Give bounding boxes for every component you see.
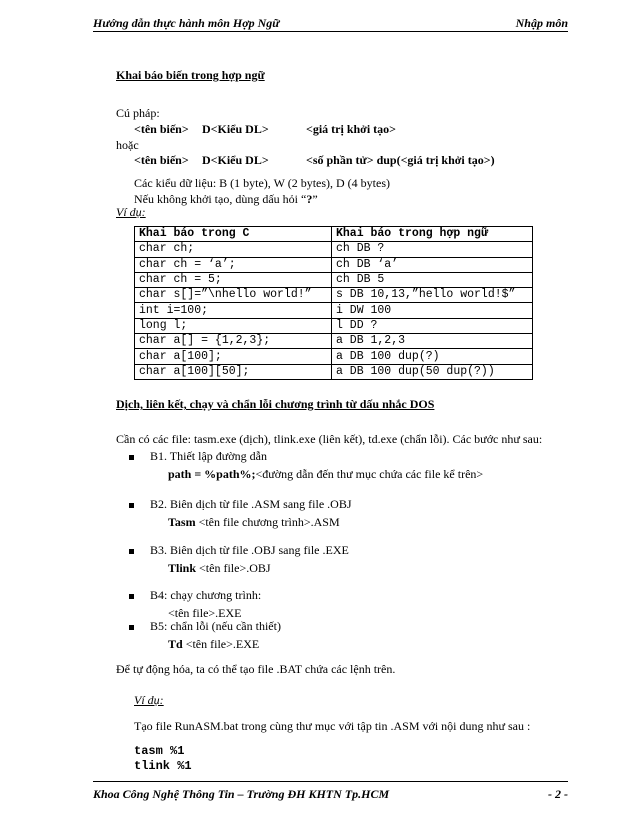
table-cell-c: char ch = ‘a’; <box>135 257 332 272</box>
table-cell-asm: a DB 1,2,3 <box>332 334 533 349</box>
footer-faculty: Khoa Công Nghệ Thông Tin – Trường ĐH KHTN Tp.HCM <box>93 787 390 801</box>
syntax1-init: <giá trị khởi tạo> <box>306 122 396 136</box>
step4-command: <tên file>.EXE <box>168 606 242 620</box>
example-label-2: Ví dụ: <box>134 693 164 707</box>
section2-intro: Cần có các file: tasm.exe (dịch), tlink.exe (liên kết), td.exe (chẩn lỗi). Các bước như sau: <box>116 432 543 446</box>
table-cell-c: char a[100][50]; <box>135 364 332 379</box>
step3-command: Tlink <tên file>.OBJ <box>168 561 271 575</box>
example-label-1: Ví dụ: <box>116 205 146 219</box>
table-cell-asm: a DB 100 dup(?) <box>332 349 533 364</box>
table-row <box>135 288 533 303</box>
table-header-row <box>135 227 533 242</box>
table-row <box>135 349 533 364</box>
table-cell-asm: ch DB ? <box>332 242 533 257</box>
table-row <box>135 242 533 257</box>
step5-command: Td <tên file>.EXE <box>168 637 260 651</box>
table-row <box>135 272 533 287</box>
table-header-asm: Khai báo trong hợp ngữ <box>332 227 533 242</box>
no-init-line: Nếu không khởi tạo, dùng dấu hỏi “?” <box>134 192 318 206</box>
table-cell-c: char a[100]; <box>135 349 332 364</box>
table-row <box>135 334 533 349</box>
table-cell-asm: a DB 100 dup(50 dup(?)) <box>332 364 533 379</box>
declaration-table <box>134 226 533 380</box>
table-cell-asm: s DB 10,13,”hello world!$” <box>332 288 533 303</box>
syntax2-name: <tên biến> <box>134 153 189 167</box>
table-header-c: Khai báo trong C <box>135 227 332 242</box>
step3-title: B3. Biên dịch từ file .OBJ sang file .EXE <box>150 543 349 557</box>
section-title-variables: Khai báo biến trong hợp ngữ <box>116 68 265 82</box>
syntax1-type: D<Kiểu DL> <box>202 122 269 136</box>
bullet-icon <box>129 594 134 599</box>
table-cell-c: char ch = 5; <box>135 272 332 287</box>
table-cell-asm: l DD ? <box>332 318 533 333</box>
page-header <box>93 12 568 32</box>
table-cell-c: char ch; <box>135 242 332 257</box>
syntax1-name: <tên biến> <box>134 122 189 136</box>
syntax2-type: D<Kiểu DL> <box>202 153 269 167</box>
page-footer <box>93 781 568 805</box>
syntax2-init: <số phần tử> dup(<giá trị khởi tạo>) <box>306 153 495 167</box>
header-title: Hướng dẫn thực hành môn Hợp Ngữ <box>93 16 280 30</box>
header-chapter: Nhập môn <box>515 16 568 30</box>
table-row <box>135 303 533 318</box>
step4-title: B4: chạy chương trình: <box>150 588 262 602</box>
bullet-icon <box>129 625 134 630</box>
step1-command: path = %path%;<đường dẫn đến thư mục chứa các file kể trên> <box>168 467 484 481</box>
table-cell-c: char s[]=”\nhello world!” <box>135 288 332 303</box>
bullet-icon <box>129 549 134 554</box>
table-cell-asm: ch DB ‘a’ <box>332 257 533 272</box>
step2-title: B2. Biên dịch từ file .ASM sang file .OBJ <box>150 497 352 511</box>
example-description: Tạo file RunASM.bat trong cùng thư mục với tập tin .ASM với nội dung như sau : <box>134 719 531 733</box>
syntax-label: Cú pháp: <box>116 106 160 120</box>
section-title-dos: Dịch, liên kết, chạy và chẩn lỗi chương trình từ dấu nhắc DOS <box>116 397 435 411</box>
table-cell-c: char a[] = {1,2,3}; <box>135 334 332 349</box>
code-line-tlink: tlink %1 <box>134 759 192 773</box>
table-cell-asm: ch DB 5 <box>332 272 533 287</box>
code-line-tasm: tasm %1 <box>134 744 185 758</box>
step2-command: Tasm <tên file chương trình>.ASM <box>168 515 340 529</box>
or-label: hoặc <box>116 138 139 152</box>
bullet-icon <box>129 455 134 460</box>
footer-page-number: - 2 - <box>548 787 568 801</box>
table-row <box>135 364 533 379</box>
table-cell-asm: i DW 100 <box>332 303 533 318</box>
table-cell-c: int i=100; <box>135 303 332 318</box>
table-cell-c: long l; <box>135 318 332 333</box>
step5-title: B5: chẩn lỗi (nếu cần thiết) <box>150 619 281 633</box>
table-row <box>135 257 533 272</box>
step1-title: B1. Thiết lập đường dẫn <box>150 449 267 463</box>
table-row <box>135 318 533 333</box>
data-types-line: Các kiểu dữ liệu: B (1 byte), W (2 bytes), D (4 bytes) <box>134 176 391 190</box>
bullet-icon <box>129 503 134 508</box>
bat-file-line: Để tự động hóa, ta có thể tạo file .BAT chứa các lệnh trên. <box>116 662 396 676</box>
